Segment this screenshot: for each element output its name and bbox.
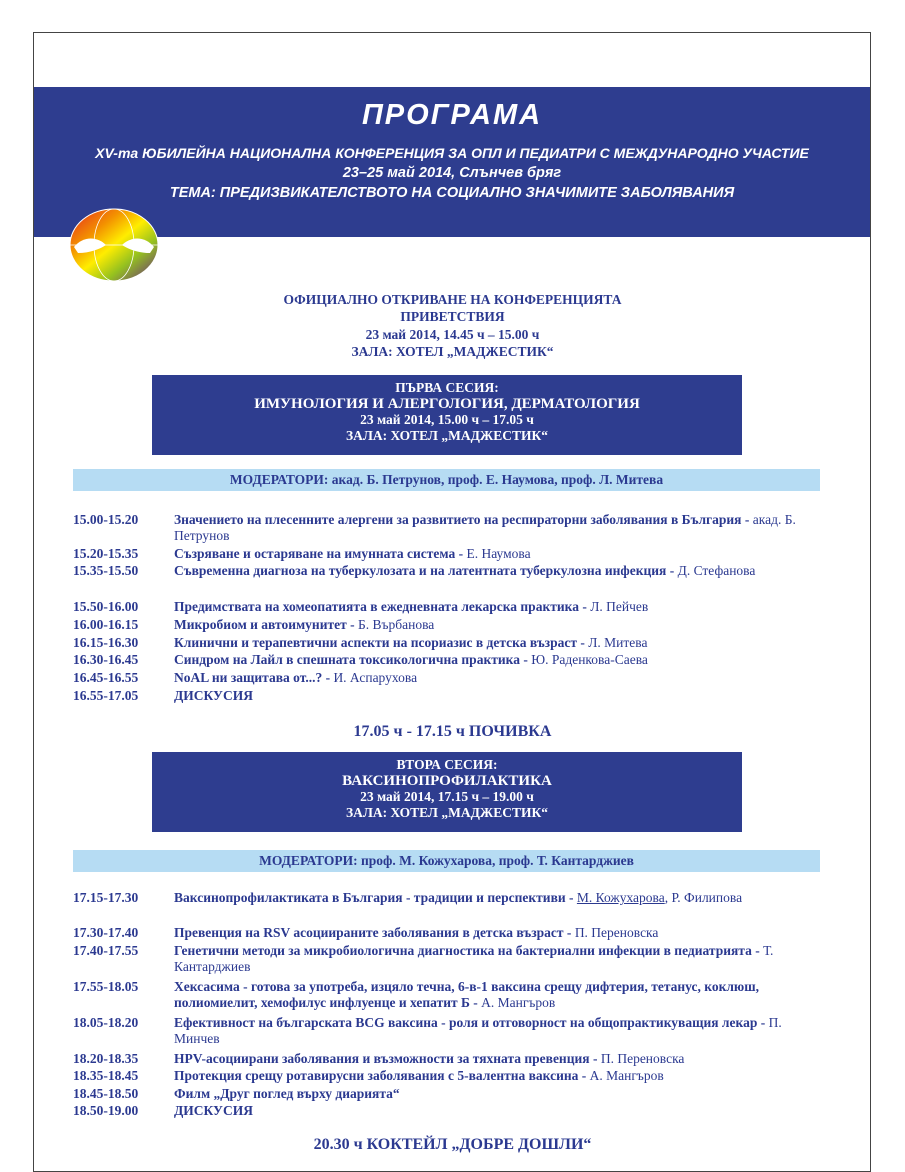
- globe-hands-logo: [64, 205, 164, 285]
- session1-label: ПЪРВА СЕСИЯ:: [395, 380, 499, 395]
- opening-title: ОФИЦИАЛНО ОТКРИВАНЕ НА КОНФЕРЕНЦИЯТА: [283, 292, 622, 307]
- session2-moderators: МОДЕРАТОРИ: проф. М. Кожухарова, проф. Т. Кантарджиев: [73, 850, 820, 872]
- session2-hall: ЗАЛА: ХОТЕЛ „МАДЖЕСТИК“: [345, 805, 549, 820]
- break-notice: 17.05 ч - 17.15 ч ПОЧИВКА: [353, 723, 552, 740]
- session1-box: [152, 375, 742, 455]
- opening-date: 23 май 2014, 14.45 ч – 15.00 ч: [365, 327, 540, 342]
- session1-topic: ИМУНОЛОГИЯ И АЛЕРГОЛОГИЯ, ДЕРМАТОЛОГИЯ: [254, 396, 640, 412]
- session2-label: ВТОРА СЕСИЯ:: [396, 757, 498, 772]
- session2-date: 23 май 2014, 17.15 ч – 19.00 ч: [360, 789, 534, 804]
- conference-dates: 23–25 май 2014, Слънчев бряг: [342, 165, 562, 181]
- conference-theme: ТЕМА: ПРЕДИЗВИКАТЕЛСТВОТО НА СОЦИАЛНО ЗНАЧИМИТЕ ЗАБОЛЯВАНИЯ: [169, 185, 735, 201]
- program-title: ПРОГРАМА: [361, 99, 543, 131]
- session2-box: [152, 752, 742, 832]
- session1-moderators: МОДЕРАТОРИ: акад. Б. Петрунов, проф. Е. Наумова, проф. Л. Митева: [73, 469, 820, 491]
- session1-date: 23 май 2014, 15.00 ч – 17.05 ч: [360, 412, 534, 427]
- cocktail-notice: 20.30 ч КОКТЕЙЛ „ДОБРЕ ДОШЛИ“: [313, 1136, 592, 1153]
- opening-greetings: ПРИВЕТСТВИЯ: [400, 309, 505, 324]
- session2-topic: ВАКСИНОПРОФИЛАКТИКА: [342, 773, 552, 789]
- opening-hall: ЗАЛА: ХОТЕЛ „МАДЖЕСТИК“: [351, 344, 554, 359]
- session1-hall: ЗАЛА: ХОТЕЛ „МАДЖЕСТИК“: [345, 428, 549, 443]
- conference-name: XV-та ЮБИЛЕЙНА НАЦИОНАЛНА КОНФЕРЕНЦИЯ ЗА ОПЛ И ПЕДИАТРИ С МЕЖДУНАРОДНО УЧАСТИЕ: [95, 145, 809, 161]
